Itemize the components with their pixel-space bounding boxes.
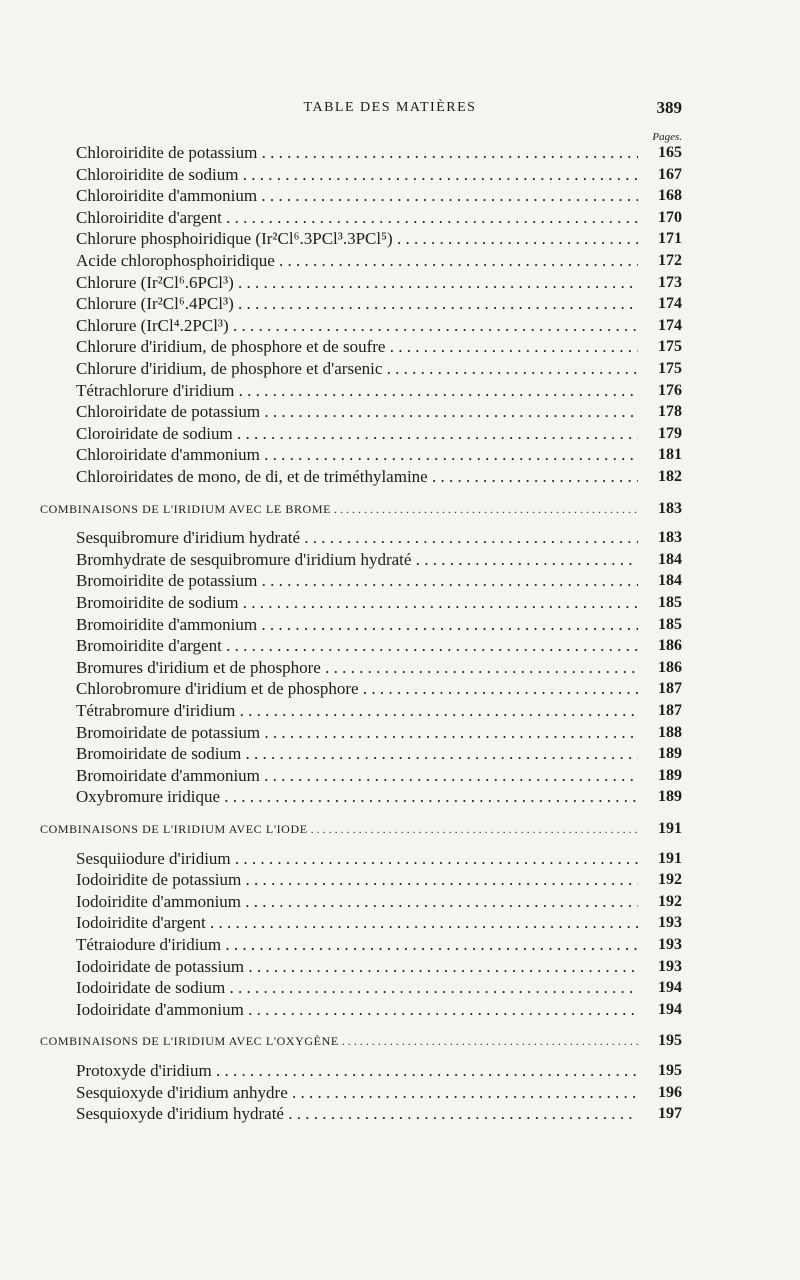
- toc-entry-label: Iodoiridite d'argent . . .: [76, 912, 638, 934]
- toc-entry-page: 172: [658, 252, 682, 269]
- toc-entry-page: 189: [658, 745, 682, 763]
- toc-entry-label: Iodoiridate de potassium . . .: [76, 956, 638, 978]
- toc-entry-label: Chloroiridite de sodium . . .: [76, 164, 638, 186]
- toc-entry-page: 193: [658, 957, 682, 975]
- toc-entry-label: Chlorure (IrCl⁴.2PCl³) . . .: [76, 315, 638, 337]
- toc-entry-page: 188: [658, 723, 682, 741]
- toc-entry: [0, 848, 800, 870]
- toc-entry: [0, 765, 800, 787]
- toc-entry-page: 194: [658, 979, 682, 997]
- section-heading-row: [0, 1030, 800, 1052]
- toc-entry: [0, 592, 800, 614]
- toc-entry-label: Bromoiridite de sodium . . .: [76, 592, 638, 614]
- toc-entry-page: 173: [658, 273, 682, 291]
- toc-entry-page: 175: [658, 360, 682, 377]
- toc-entry-page: 193: [658, 914, 682, 932]
- toc-entry: [0, 570, 800, 592]
- toc-entry-label: Chlorure (Ir²Cl⁶.4PCl³) . . .: [76, 293, 638, 315]
- toc-entry: [0, 1060, 800, 1082]
- toc-entry: [0, 401, 800, 423]
- section-heading-label: COMBINAISONS DE L'IRIDIUM AVEC L'OXYGÈNE . . .: [40, 1030, 638, 1052]
- toc-entry-label: Chloroiridate de potassium . . .: [76, 401, 638, 423]
- toc-entry-label: Chlorure phosphoiridique (Ir²Cl⁶.3PCl³.3PCl⁵) . . .: [76, 228, 638, 250]
- toc-entry-page: 189: [658, 766, 682, 784]
- toc-entry-page: 191: [658, 849, 682, 867]
- toc-entry-page: 185: [658, 615, 682, 633]
- running-title: TABLE DES MATIÈRES: [303, 100, 477, 115]
- toc-entry-page: 167: [658, 165, 682, 183]
- section-heading-row: [0, 818, 800, 840]
- toc-entry-label: Sesquiiodure d'iridium . . .: [76, 848, 638, 870]
- toc-entry: [0, 722, 800, 744]
- toc-entry-page: 179: [658, 424, 682, 442]
- toc-entry-label: Bromoiridite d'argent . . .: [76, 635, 638, 657]
- toc-entry-page: 195: [658, 1062, 682, 1079]
- section-heading-label: COMBINAISONS DE L'IRIDIUM AVEC L'IODE . . .: [40, 818, 638, 840]
- toc-entry-label: Chloroiridate d'ammonium . . .: [76, 444, 638, 466]
- toc-entry: [0, 164, 800, 186]
- toc-entry: [0, 527, 800, 549]
- toc-entry: [0, 1103, 800, 1125]
- toc-entry-page: 195: [658, 1032, 682, 1050]
- toc-entry: [0, 228, 800, 250]
- toc-entry-page: 174: [658, 316, 682, 334]
- toc-entry: [0, 466, 800, 488]
- toc-entry-label: Sesquioxyde d'iridium hydraté . . .: [76, 1103, 638, 1125]
- toc-entry: [0, 700, 800, 722]
- toc-entry-page: 184: [658, 550, 682, 568]
- toc-entry-label: Bromoiridate de sodium . . .: [76, 743, 638, 765]
- toc-entry: [0, 934, 800, 956]
- toc-entry: [0, 358, 800, 380]
- toc-entry: [0, 250, 800, 272]
- toc-entry-page: 183: [658, 499, 682, 517]
- toc-entry-label: Chlorure (Ir²Cl⁶.6PCl³) . . .: [76, 272, 638, 294]
- toc-entry-page: 191: [658, 820, 682, 837]
- toc-entry-page: 168: [658, 187, 682, 205]
- toc-entry: [0, 891, 800, 913]
- toc-entry: [0, 999, 800, 1021]
- toc-entry-page: 174: [658, 295, 682, 313]
- toc-entry: [0, 293, 800, 315]
- toc-entry: [0, 315, 800, 337]
- toc-entry-label: Sesquioxyde d'iridium anhydre . . .: [76, 1082, 638, 1104]
- toc-entry: [0, 678, 800, 700]
- toc-entry-label: Acide chlorophosphoiridique . . .: [76, 250, 638, 272]
- pages-column-label: Pages.: [652, 131, 682, 143]
- toc-entry-label: Chloroiridite d'argent . . .: [76, 207, 638, 229]
- toc-entry: [0, 142, 800, 164]
- toc-entry-page: 165: [658, 144, 682, 161]
- toc-entry-page: 196: [658, 1083, 682, 1101]
- toc-entry-label: Chlorure d'iridium, de phosphore et de soufre . . .: [76, 336, 638, 358]
- toc-entry-label: Chlorobromure d'iridium et de phosphore . . .: [76, 678, 638, 700]
- toc-entry-page: 170: [658, 208, 682, 226]
- toc-entry-page: 176: [658, 381, 682, 399]
- toc-entry-label: Tétraiodure d'iridium . . .: [76, 934, 638, 956]
- toc-entry-page: 171: [658, 230, 682, 248]
- toc-entry-page: 187: [658, 702, 682, 719]
- toc-entry-label: Iodoiridate de sodium . . .: [76, 977, 638, 999]
- toc-entry: [0, 336, 800, 358]
- toc-entry-page: 197: [658, 1105, 682, 1123]
- toc-entry: [0, 549, 800, 571]
- toc-entry: [0, 444, 800, 466]
- toc-entry: [0, 912, 800, 934]
- toc-entry-label: Chloroiridates de mono, de di, et de triméthylamine . . .: [76, 466, 638, 488]
- toc-entry: [0, 1082, 800, 1104]
- toc-entry-page: 186: [658, 637, 682, 655]
- toc-entry: [0, 869, 800, 891]
- toc-entry: [0, 207, 800, 229]
- toc-entry-label: Chloroiridite d'ammonium . . .: [76, 185, 638, 207]
- toc-entry-page: 194: [658, 1000, 682, 1018]
- toc-entry: [0, 185, 800, 207]
- toc-entry: [0, 272, 800, 294]
- running-header: [0, 96, 800, 120]
- toc-entry-label: Oxybromure iridique . . .: [76, 786, 638, 808]
- toc-entry-page: 189: [658, 788, 682, 806]
- toc-entry-label: Tétrabromure d'iridium . . .: [76, 700, 638, 722]
- toc-entry-page: 192: [658, 892, 682, 910]
- toc-entry-page: 184: [658, 572, 682, 590]
- toc-entry-label: Bromures d'iridium et de phosphore . . .: [76, 657, 638, 679]
- toc-entry-label: Bromoiridate d'ammonium . . .: [76, 765, 638, 787]
- toc-entry-label: Chlorure d'iridium, de phosphore et d'arsenic . . .: [76, 358, 638, 380]
- toc-entry: [0, 977, 800, 999]
- section-heading-row: [0, 498, 800, 520]
- page-number: 389: [656, 98, 682, 117]
- toc-entry-page: 182: [658, 468, 682, 485]
- toc-entry-label: Chloroiridite de potassium . . .: [76, 142, 638, 164]
- toc-entry-label: Iodoiridite de potassium . . .: [76, 869, 638, 891]
- toc-entry-label: Protoxyde d'iridium . . .: [76, 1060, 638, 1082]
- toc-entry: [0, 614, 800, 636]
- toc-entry: [0, 956, 800, 978]
- toc-entry: [0, 423, 800, 445]
- toc-entry-label: Bromoiridate de potassium . . .: [76, 722, 638, 744]
- toc-entry-page: 187: [658, 680, 682, 698]
- toc-entry: [0, 657, 800, 679]
- toc-entry-page: 181: [658, 446, 682, 464]
- toc-entry-label: Bromoiridite de potassium . . .: [76, 570, 638, 592]
- toc-entry-page: 193: [658, 936, 682, 953]
- toc-entry: [0, 380, 800, 402]
- toc-entry: [0, 635, 800, 657]
- toc-entry-page: 185: [658, 594, 682, 611]
- toc-entry-page: 186: [658, 658, 682, 676]
- toc-entry: [0, 786, 800, 808]
- toc-entry-label: Iodoiridate d'ammonium . . .: [76, 999, 638, 1021]
- toc-entry-label: Tétrachlorure d'iridium . . .: [76, 380, 638, 402]
- toc-entry: [0, 743, 800, 765]
- section-heading-label: COMBINAISONS DE L'IRIDIUM AVEC LE BROME . . .: [40, 498, 638, 520]
- toc-entry-label: Bromhydrate de sesquibromure d'iridium hydraté . . .: [76, 549, 638, 571]
- toc-entry-page: 192: [658, 871, 682, 889]
- toc-entry-label: Iodoiridite d'ammonium . . .: [76, 891, 638, 913]
- toc-entry-label: Bromoiridite d'ammonium . . .: [76, 614, 638, 636]
- toc-entry-label: Cloroiridate de sodium . . .: [76, 423, 638, 445]
- toc-entry-label: Sesquibromure d'iridium hydraté . . .: [76, 527, 638, 549]
- toc-entry-page: 175: [658, 338, 682, 356]
- toc-entry-page: 178: [658, 403, 682, 421]
- toc-entry-page: 183: [658, 529, 682, 547]
